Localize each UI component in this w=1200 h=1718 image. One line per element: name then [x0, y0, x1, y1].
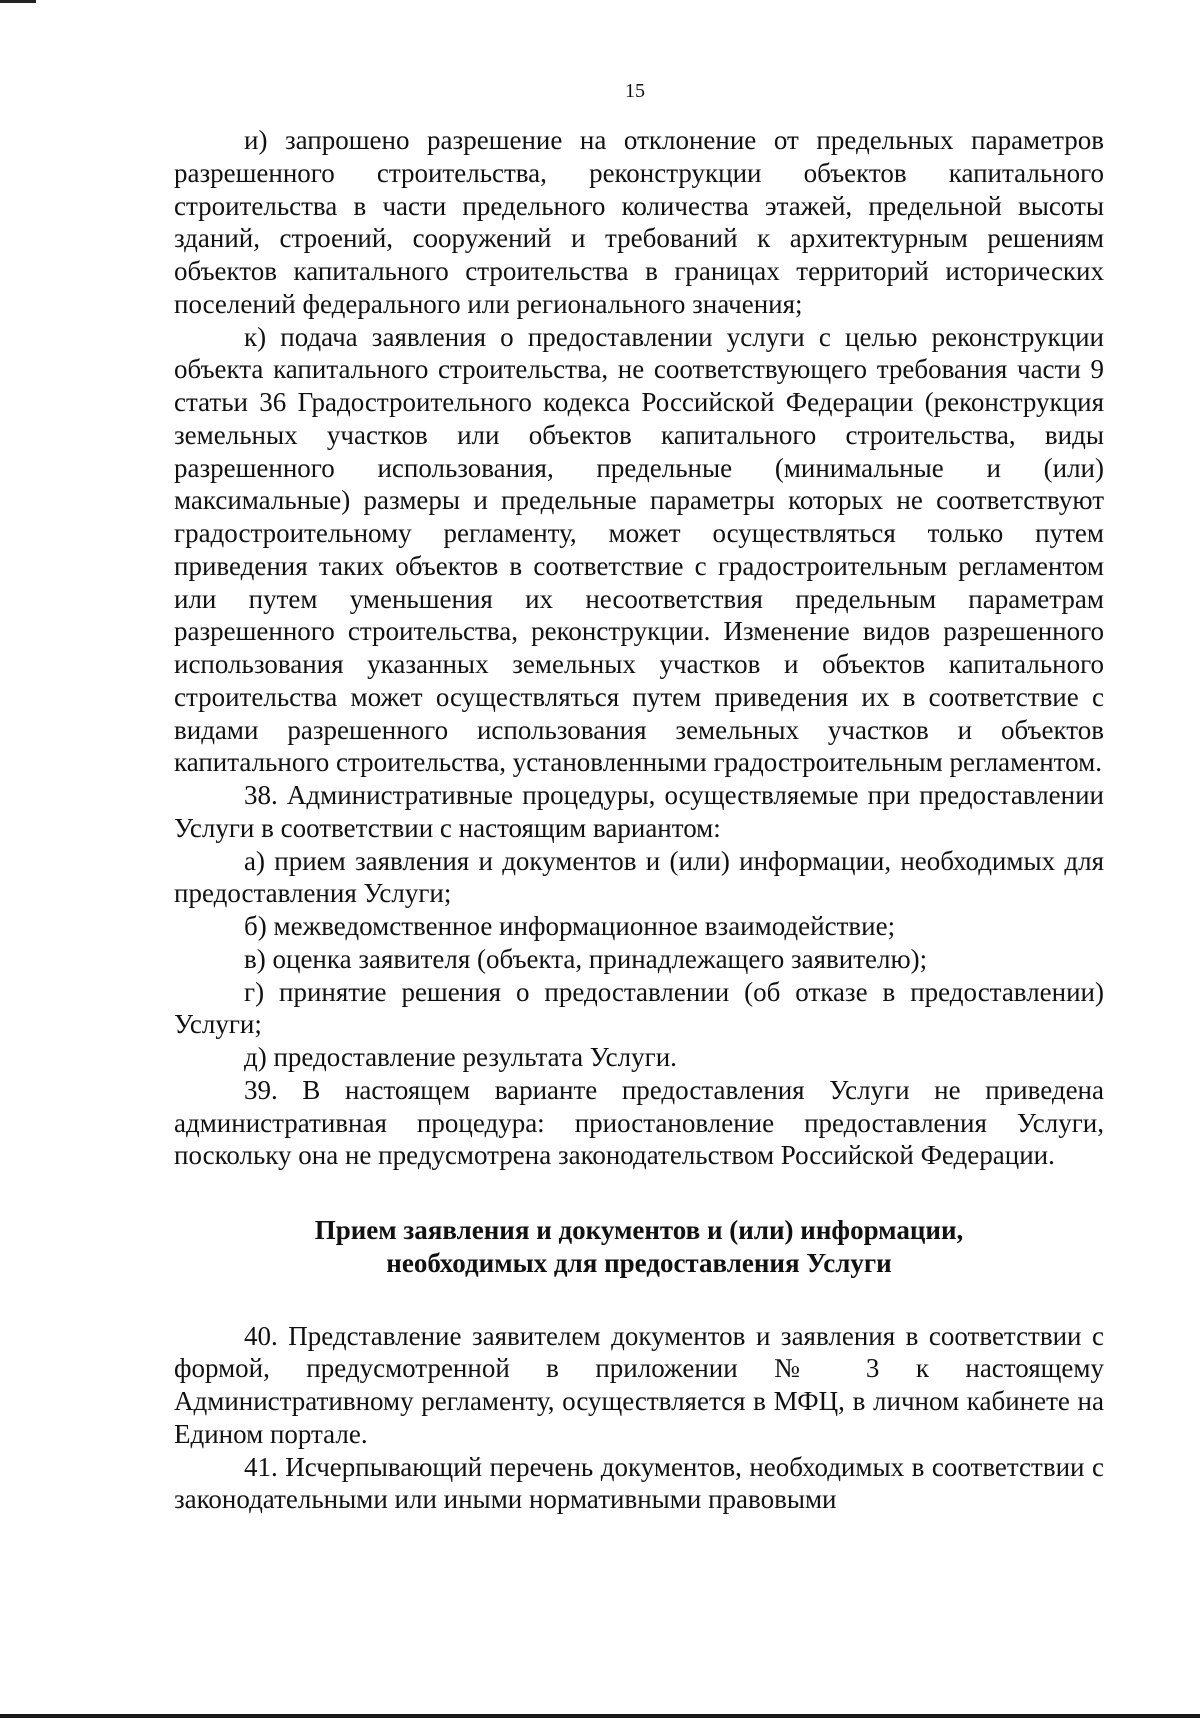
document-body: [174, 124, 1104, 1516]
paragraph-38-g: г) принятие решения о предоставлении (об отказе в предоставлении) Услуги;: [174, 976, 1104, 1040]
scan-edge-mark-top: [0, 0, 36, 3]
section-heading-line-1: Прием заявления и документов и (или) информации,: [314, 1215, 964, 1245]
paragraph-item-k: к) подача заявления о предоставлении услуги с целью реконструкции объекта капитального строительства, не соответствующего требования части 9 статьи 36 Градостроительного кодекса Российской Федерации (реконструкция земельных участков или объектов капитального строительства, виды разрешенного использования, предельные (минимальные и (или) максимальные) размеры и предельные параметры которых не соответствуют градостроительному регламенту, может осуществляться только путем приведения таких объектов в соответствие с градостроительным регламентом или путем уменьшения их несоответствия предельным параметрам разрешенного строительства, реконструкции. Изменение видов разрешенного использования указанных земельных участков и объектов капитального строительства может осуществляться путем приведения их в соответствие с видами разрешенного использования земельных участков и объектов капитального строительства, установленными градостроительным регламентом.: [174, 321, 1104, 778]
paragraph-38-a: а) прием заявления и документов и (или) информации, необходимых для предоставления Услуги;: [174, 845, 1104, 909]
paragraph-38-d: д) предоставление результата Услуги.: [244, 1042, 677, 1072]
paragraph-38-v: в) оценка заявителя (объекта, принадлежащего заявителю);: [244, 943, 928, 974]
scan-edge-mark-bottom: [0, 1714, 1200, 1718]
paragraph-38-b: б) межведомственное информационное взаимодействие;: [244, 911, 896, 941]
page-number: 15: [625, 80, 645, 102]
section-heading: [174, 1214, 1104, 1280]
paragraph-39: 39. В настоящем варианте предоставления Услуги не приведена административная процедура: приостановление предоставления Услуги, поскольку она не предусмотрена законодательством Российской Федерации.: [174, 1074, 1104, 1171]
section-heading-line-2: необходимых для предоставления Услуги: [386, 1247, 892, 1278]
paragraph-38: 38. Административные процедуры, осуществляемые при предоставлении Услуги в соответствии с настоящим вариантом:: [174, 780, 1104, 843]
paragraph-41: 41. Исчерпывающий перечень документов, необходимых в соответствии с законодательными или иными нормативными правовыми: [174, 1451, 1104, 1515]
paragraph-40: 40. Представление заявителем документов и заявления в соответствии с формой, предусмотренной в приложении № 3 к настоящему Административному регламенту, осуществляется в МФЦ, в личном кабинете на Едином портале.: [174, 1320, 1104, 1449]
paragraph-item-i: и) запрошено разрешение на отклонение от предельных параметров разрешенного строительства, реконструкции объектов капитального строительства в части предельного количества этажей, предельной высоты зданий, строений, сооружений и требований к архитектурным решениям объектов капитального строительства в границах территорий исторических поселений федерального или регионального значения;: [174, 125, 1104, 319]
